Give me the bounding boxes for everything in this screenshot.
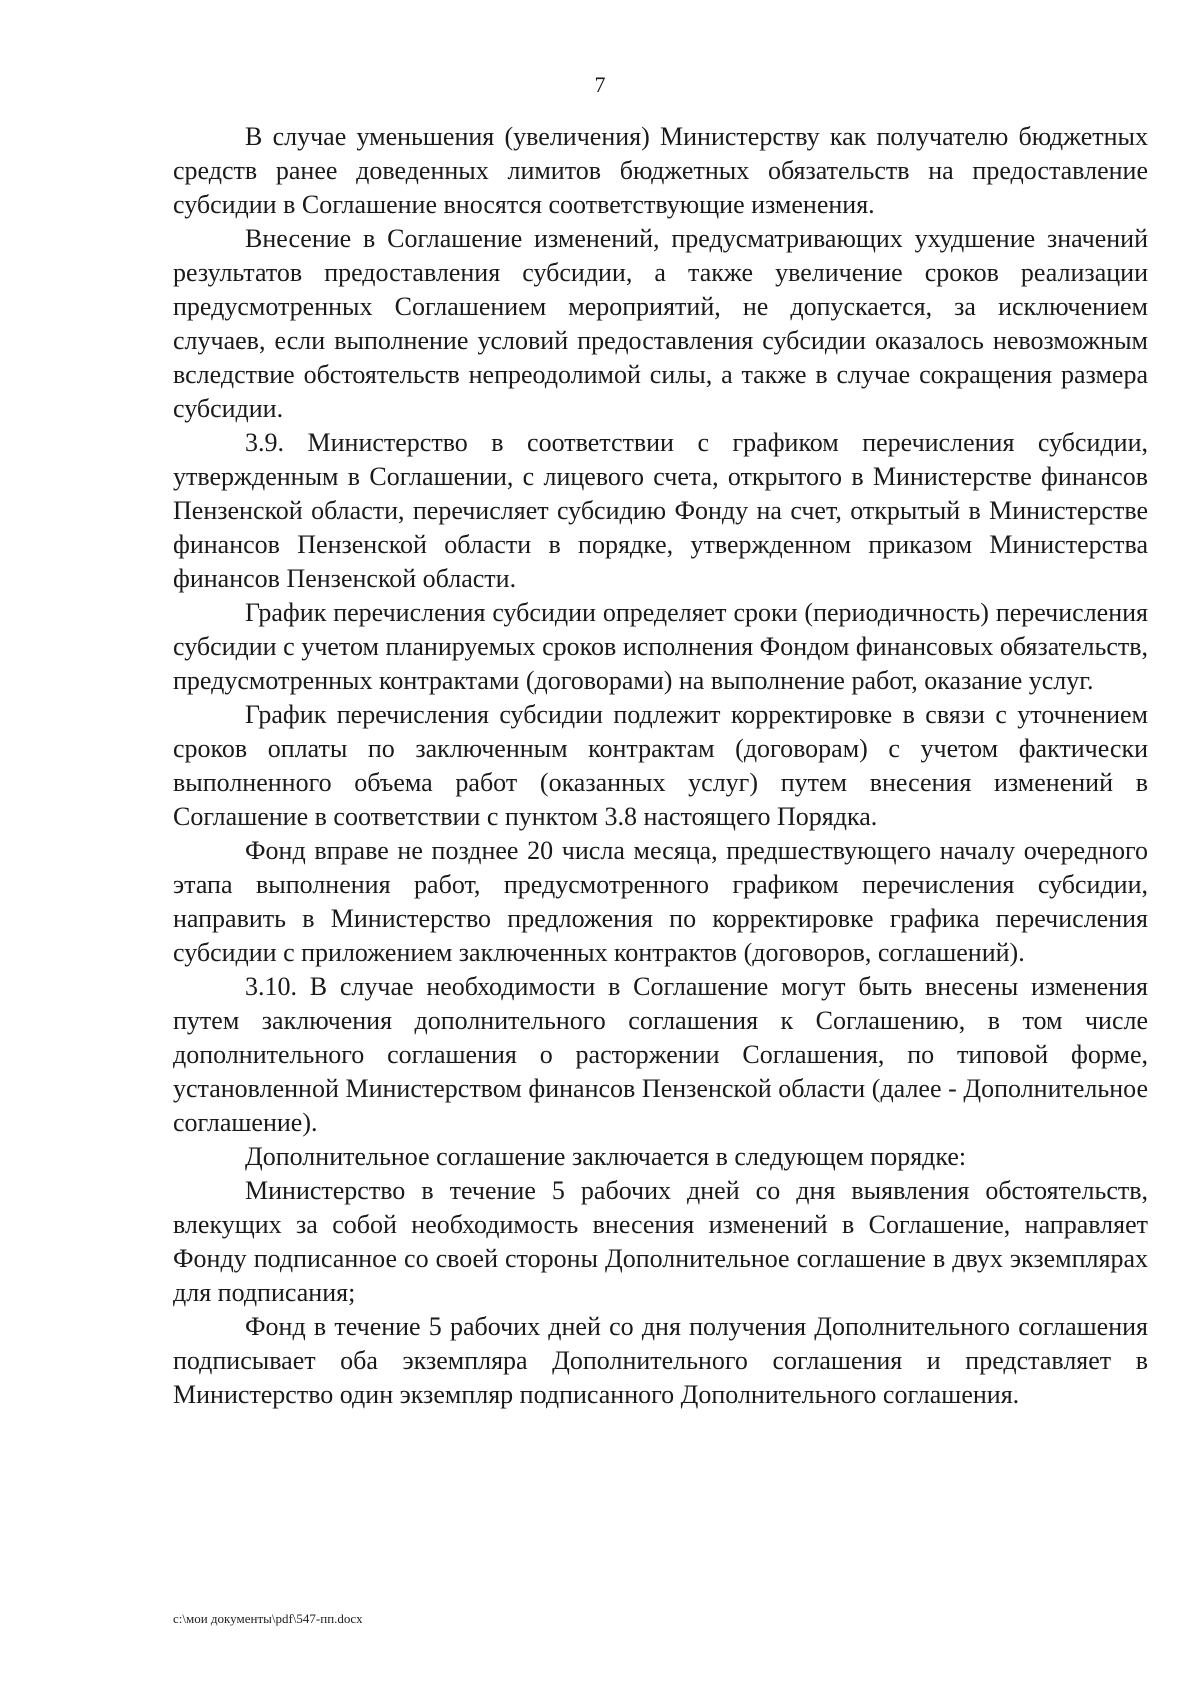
paragraph-section-3-10: 3.10. В случае необходимости в Соглашение могут быть внесены изменения путем заключения дополнительного соглашения к Соглашению, в том числе дополнительного соглашения о расторжении Соглашения, по типовой форме, установленной Министерством финансов Пензенской области (далее - Дополнительное соглашение). <box>173 972 1148 1137</box>
paragraph-transfer-schedule: График перечисления субсидии определяет сроки (периодичность) перечисления субсидии с учетом планируемых сроков исполнения Фондом финансовых обязательств, предусмотренных контрактами (договорами) на выполнение работ, оказание услуг. <box>173 598 1148 695</box>
paragraph-additional-agreement-procedure: Дополнительное соглашение заключается в следующем порядке: <box>245 1142 967 1171</box>
paragraph-fund-signs-agreement: Фонд в течение 5 рабочих дней со дня получения Дополнительного соглашения подписывает оба экземпляра Дополнительного соглашения и представляет в Министерство один экземпляр подписанного Дополнительного соглашения. <box>173 1312 1148 1409</box>
paragraph-fund-proposals: Фонд вправе не позднее 20 числа месяца, предшествующего началу очередного этапа выполнения работ, предусмотренного графиком перечисления субсидии, направить в Министерство предложения по корректировке графика перечисления субсидии с приложением заключенных контрактов (договоров, соглашений). <box>173 836 1148 967</box>
paragraph-amendment-restrictions: Внесение в Соглашение изменений, предусматривающих ухудшение значений результатов предоставления субсидии, а также увеличение сроков реализации предусмотренных Соглашением мероприятий, не допускается, за исключением случаев, если выполнение условий предоставления субсидии оказалось невозможным вследствие обстоятельств непреодолимой силы, а также в случае сокращения размера субсидии. <box>173 224 1148 423</box>
footer-file-path: c:\мои документы\pdf\547-пп.docx <box>173 1611 363 1626</box>
paragraph-ministry-sends-agreement: Министерство в течение 5 рабочих дней со дня выявления обстоятельств, влекущих за собой необходимость внесения изменений в Соглашение, направляет Фонду подписанное со своей стороны Дополнительное соглашение в двух экземплярах для подписания; <box>173 1176 1148 1307</box>
paragraph-section-3-9: 3.9. Министерство в соответствии с графиком перечисления субсидии, утвержденным в Соглашении, с лицевого счета, открытого в Министерстве финансов Пензенской области, перечисляет субсидию Фонду на счет, открытый в Министерстве финансов Пензенской области в порядке, утвержденном приказом Министерства финансов Пензенской области. <box>173 428 1148 593</box>
paragraph-budget-limits-change: В случае уменьшения (увеличения) Министерству как получателю бюджетных средств ранее доведенных лимитов бюджетных обязательств на предоставление субсидии в Соглашение вносятся соответствующие изменения. <box>173 122 1148 219</box>
paragraph-schedule-adjustment: График перечисления субсидии подлежит корректировке в связи с уточнением сроков оплаты по заключенным контрактам (договорам) с учетом фактически выполненного объема работ (оказанных услуг) путем внесения изменений в Соглашение в соответствии с пунктом 3.8 настоящего Порядка. <box>173 700 1148 831</box>
document-body <box>173 120 1148 1412</box>
page-number: 7 <box>594 72 606 97</box>
